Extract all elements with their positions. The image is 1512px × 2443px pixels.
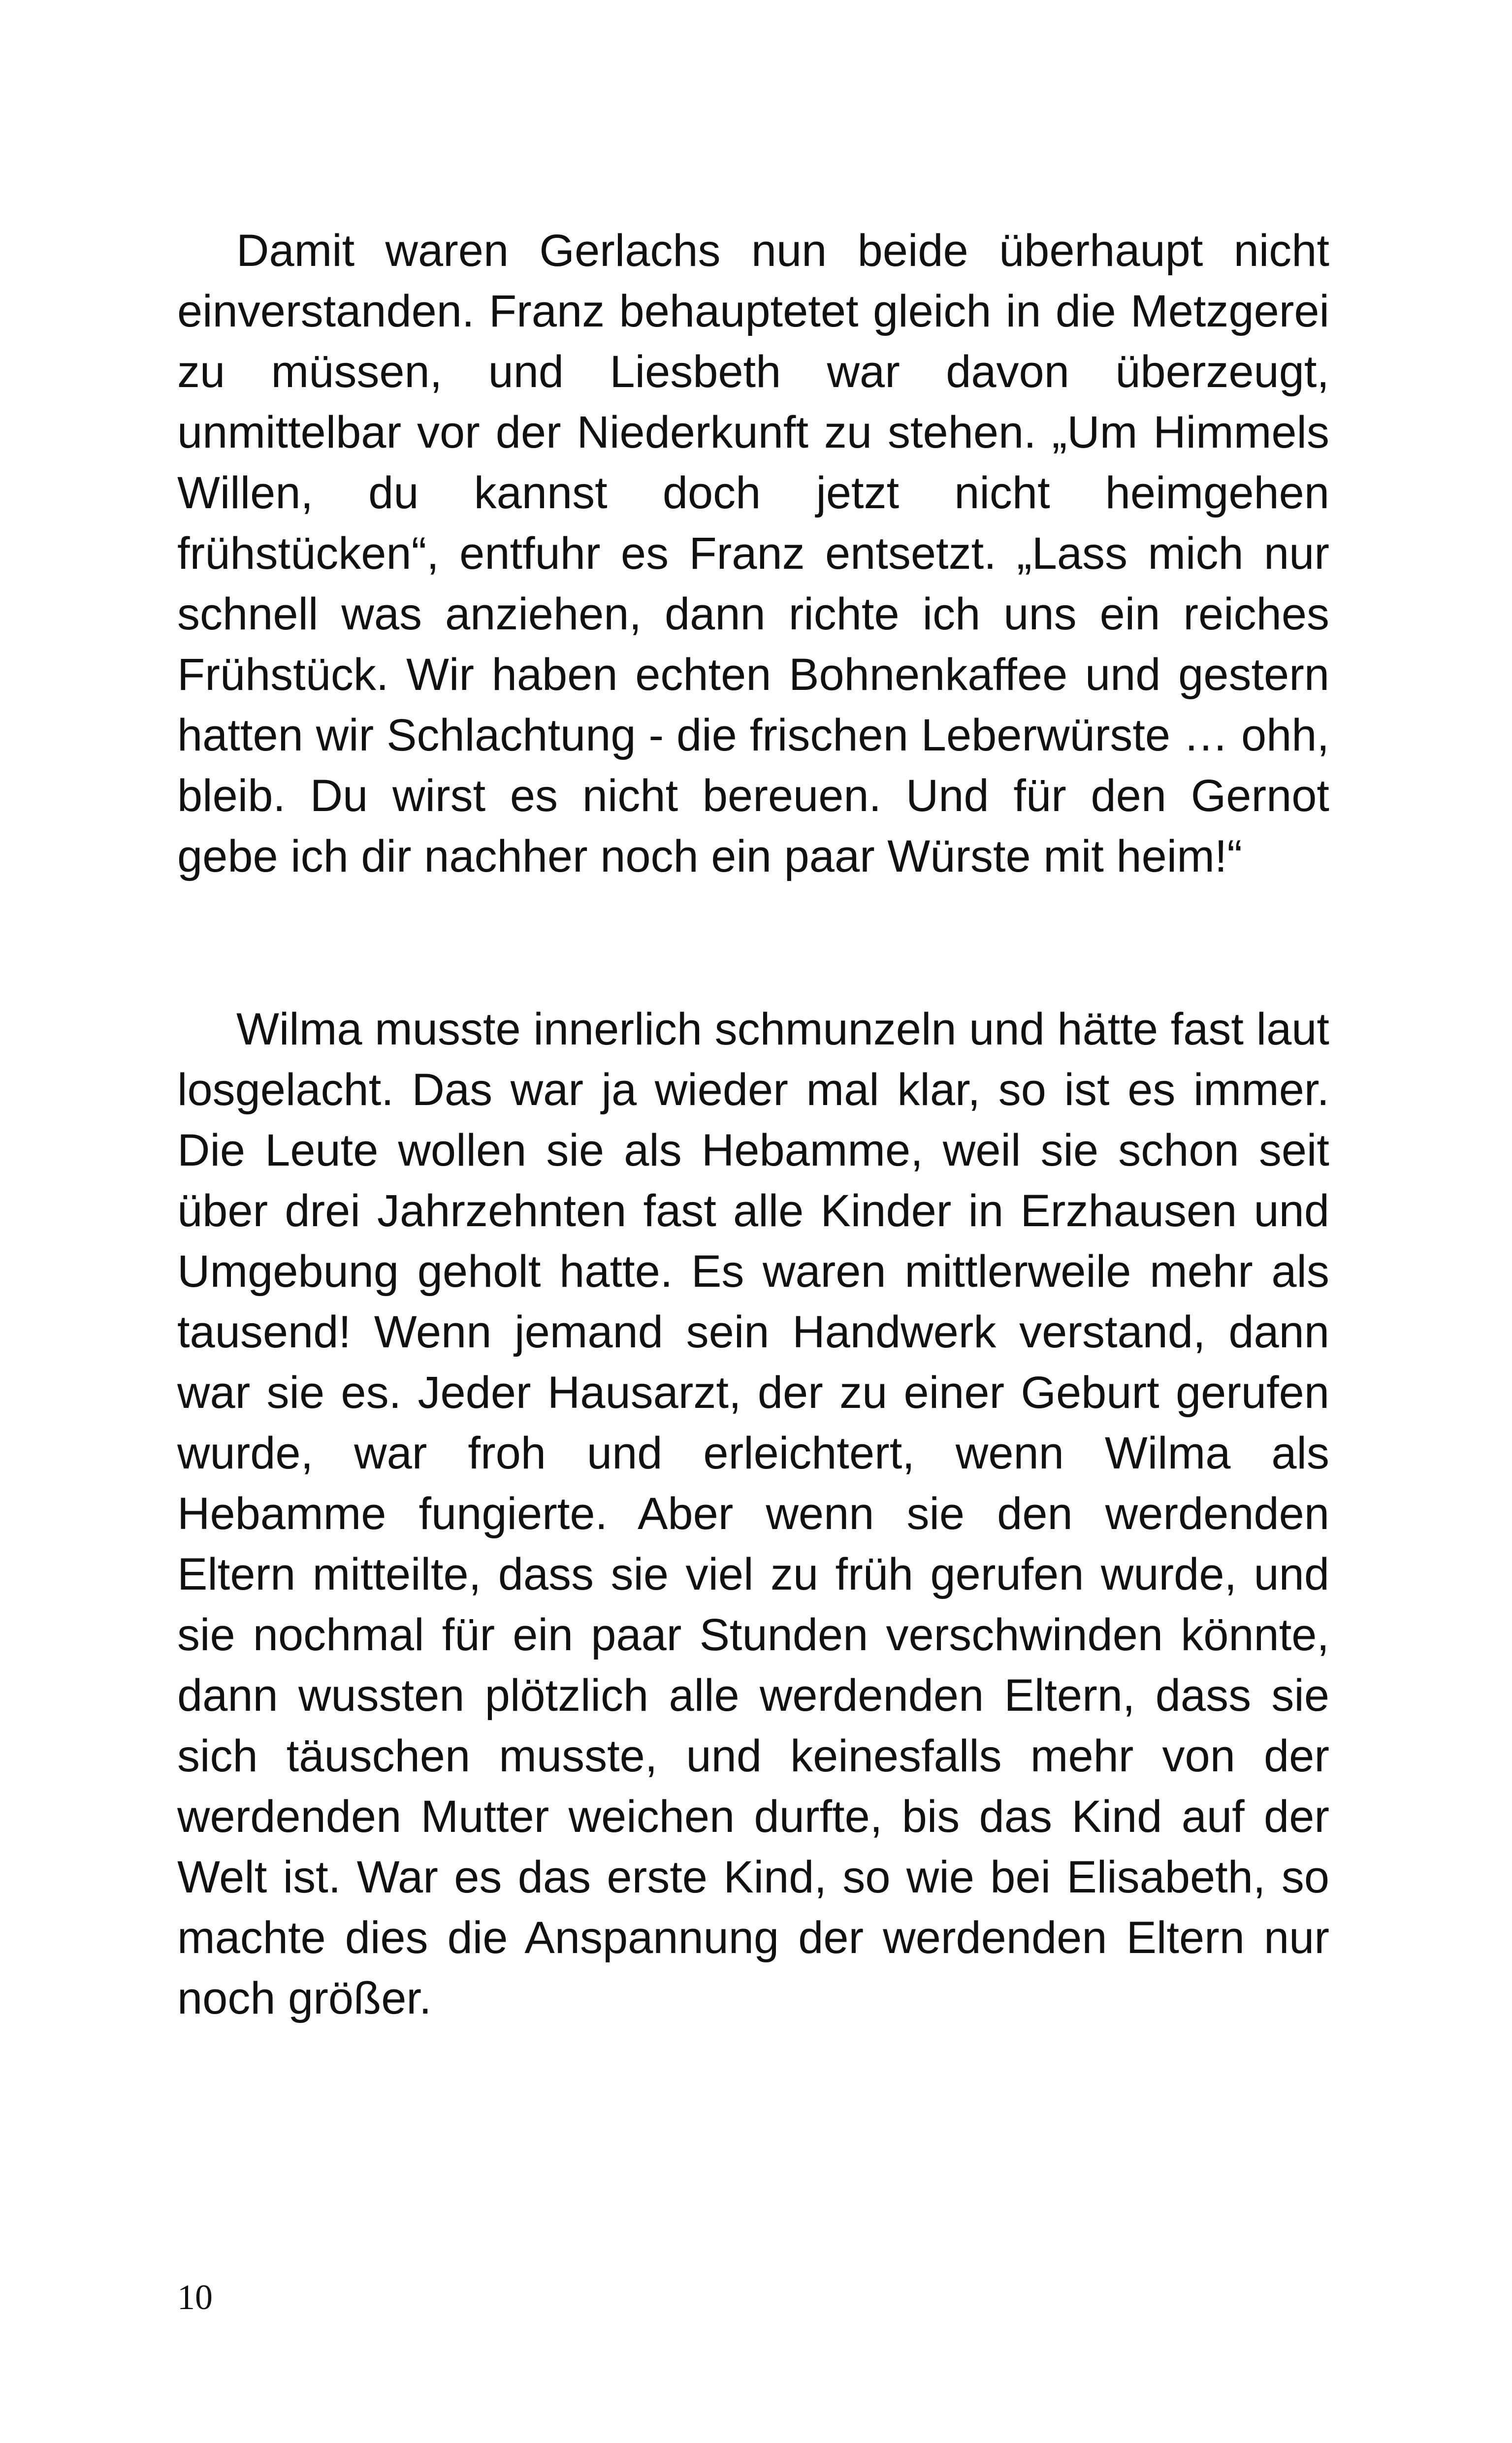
paragraph-2: Wilma musste innerlich schmunzeln und hätte fast laut losgelacht. Das war ja wieder mal klar, so ist es immer. Die Leute wollen sie als Hebamme, weil sie schon seit über drei Jahrzehnten fast alle Kinder in Erzhausen und Umgebung geholt hatte. Es waren mittlerweile mehr als tausend! Wenn jemand sein Handwerk verstand, dann war sie es. Jeder Hausarzt, der zu einer Geburt gerufen wurde, war froh und erleichtert, wenn Wilma als Hebamme fungierte. Aber wenn sie den werdenden Eltern mitteilte, dass sie viel zu früh gerufen wurde, und sie nochmal für ein paar Stunden verschwinden könnte, dann wussten plötzlich alle werdenden Eltern, dass sie sich täuschen musste, und keinesfalls mehr von der werdenden Mutter weichen durfte, bis das Kind auf der Welt ist. War es das erste Kind, so wie bei Elisabeth, so machte dies die Anspannung der werdenden Eltern nur noch größer. [177, 1004, 1329, 2023]
body-text-block-1 [177, 221, 1329, 887]
paragraph-1: Damit waren Gerlachs nun beide überhaupt nicht einverstanden. Franz behauptetet gleich in die Metzgerei zu müssen, und Liesbeth war davon überzeugt, unmittelbar vor der Niederkunft zu stehen. „Um Himmels Willen, du kannst doch jetzt nicht heimgehen frühstücken“, entfuhr es Franz entsetzt. „Lass mich nur schnell was anziehen, dann richte ich uns ein reiches Frühstück. Wir haben echten Bohnenkaffee und gestern hatten wir Schlachtung - die frischen Leberwürste … ohh, bleib. Du wirst es nicht bereuen. Und für den Gernot gebe ich dir nachher noch ein paar Würste mit heim!“ [177, 226, 1329, 881]
body-text-block-2 [177, 999, 1329, 2029]
page-number: 10 [177, 2278, 213, 2317]
